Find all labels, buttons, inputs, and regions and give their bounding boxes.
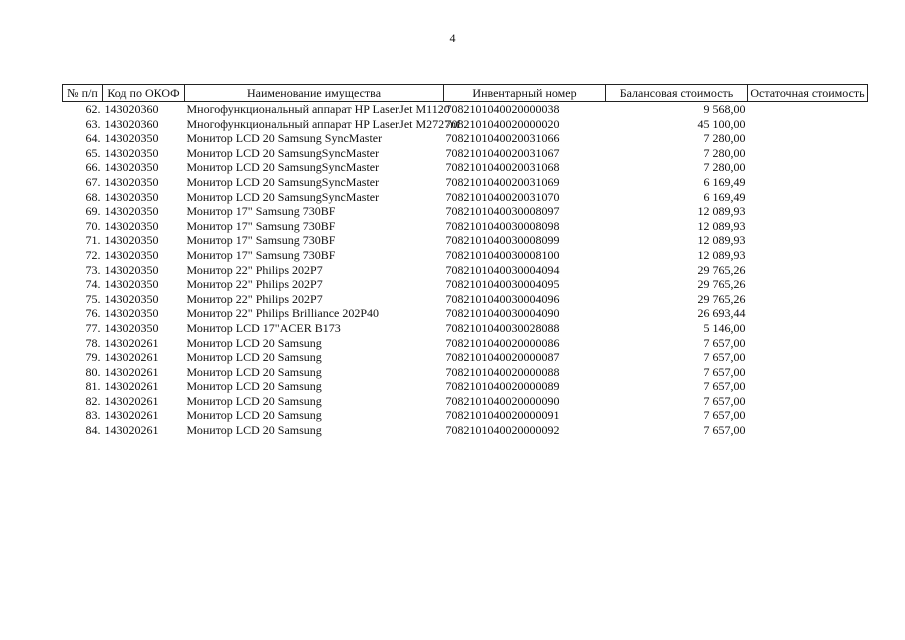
residual-value [748, 248, 868, 263]
balance-value: 7 657,00 [703, 393, 746, 408]
property-name: Монитор LCD 20 Samsung [186, 393, 322, 408]
balance-value: 29 765,26 [697, 291, 746, 306]
table-row [63, 321, 868, 336]
residual-value [748, 102, 868, 117]
row-number: 76. [85, 306, 101, 321]
balance-value: 7 657,00 [703, 364, 746, 379]
inventory-number: 7082101040020000090 [445, 393, 560, 408]
table-row [63, 423, 868, 438]
residual-value [748, 277, 868, 292]
inventory-number: 7082101040020031067 [445, 145, 560, 160]
row-number: 80. [85, 364, 101, 379]
okof-code: 143020350 [104, 131, 159, 146]
table-row [63, 204, 868, 219]
table-row [63, 146, 868, 161]
balance-value: 6 169,49 [703, 174, 746, 189]
table-row [63, 263, 868, 278]
table-row [63, 190, 868, 205]
property-name: Монитор 22" Philips 202P7 [186, 277, 323, 292]
balance-value: 29 765,26 [697, 262, 746, 277]
residual-value [748, 146, 868, 161]
balance-value: 7 657,00 [703, 350, 746, 365]
inventory-number: 7082101040020000089 [445, 379, 560, 394]
residual-value [748, 160, 868, 175]
inventory-number: 7082101040020031070 [445, 189, 560, 204]
residual-value [748, 204, 868, 219]
okof-code: 143020350 [104, 291, 159, 306]
okof-code: 143020360 [104, 116, 159, 131]
table-header [63, 85, 868, 102]
inventory-number: 7082101040030004095 [445, 277, 560, 292]
property-name: Монитор LCD 20 SamsungSyncMaster [186, 145, 380, 160]
okof-code: 143020261 [104, 364, 159, 379]
row-number: 62. [85, 102, 101, 116]
okof-code: 143020350 [104, 277, 159, 292]
inventory-number: 7082101040030004090 [445, 306, 560, 321]
inventory-number: 7082101040020000020 [445, 116, 560, 131]
header-num: № п/п [63, 85, 103, 102]
table-row [63, 248, 868, 263]
balance-value: 45 100,00 [697, 116, 746, 131]
residual-value [748, 350, 868, 365]
inventory-number: 7082101040020000091 [445, 408, 560, 423]
okof-code: 143020350 [104, 320, 159, 335]
property-name: Монитор LCD 20 SamsungSyncMaster [186, 174, 380, 189]
balance-value: 7 657,00 [703, 335, 746, 350]
table-row [63, 277, 868, 292]
okof-code: 143020350 [104, 174, 159, 189]
balance-value: 12 089,93 [697, 204, 746, 219]
inventory-number: 7082101040030004096 [445, 291, 560, 306]
inventory-number: 7082101040030008098 [445, 218, 560, 233]
row-number: 72. [85, 247, 101, 262]
property-name: Монитор LCD 20 SamsungSyncMaster [186, 160, 380, 175]
row-number: 74. [85, 277, 101, 292]
okof-code: 143020360 [104, 102, 159, 116]
table-row [63, 160, 868, 175]
row-number: 78. [85, 335, 101, 350]
row-number: 66. [85, 160, 101, 175]
residual-value [748, 379, 868, 394]
row-number: 69. [85, 204, 101, 219]
balance-value: 9 568,00 [703, 102, 746, 116]
header-balance-value: Балансовая стоимость [606, 85, 748, 102]
residual-value [748, 292, 868, 307]
okof-code: 143020350 [104, 306, 159, 321]
property-name: Монитор 22" Philips 202P7 [186, 291, 323, 306]
row-number: 70. [85, 218, 101, 233]
residual-value [748, 423, 868, 438]
balance-value: 7 280,00 [703, 145, 746, 160]
balance-value: 7 657,00 [703, 408, 746, 423]
residual-value [748, 306, 868, 321]
residual-value [748, 190, 868, 205]
header-inventory-number: Инвентарный номер [444, 85, 606, 102]
table-row [63, 306, 868, 321]
row-number: 71. [85, 233, 101, 248]
header-okof-code: Код по ОКОФ [103, 85, 185, 102]
inventory-number: 7082101040020000088 [445, 364, 560, 379]
property-name: Монитор LCD 20 Samsung [186, 364, 322, 379]
property-name: Монитор LCD 20 Samsung SyncMaster [186, 131, 383, 146]
table-row [63, 379, 868, 394]
residual-value [748, 408, 868, 423]
property-name: Монитор 17" Samsung 730BF [186, 233, 336, 248]
inventory-number: 7082101040030028088 [445, 320, 560, 335]
okof-code: 143020261 [104, 379, 159, 394]
inventory-number: 7082101040020000092 [445, 423, 560, 438]
okof-code: 143020350 [104, 204, 159, 219]
okof-code: 143020350 [104, 160, 159, 175]
balance-value: 7 657,00 [703, 423, 746, 438]
inventory-number: 7082101040030008099 [445, 233, 560, 248]
row-number: 81. [85, 379, 101, 394]
residual-value [748, 233, 868, 248]
header-residual-value: Остаточная стоимость [748, 85, 868, 102]
property-name: Монитор 17" Samsung 730BF [186, 218, 336, 233]
property-name: Монитор LCD 17"ACER B173 [186, 320, 341, 335]
header-property-name: Наименование имущества [185, 85, 444, 102]
inventory-number: 7082101040030004094 [445, 262, 560, 277]
property-name: Многофункциональный аппарат HP LaserJet M2727nf [186, 116, 461, 131]
table-row [63, 117, 868, 132]
okof-code: 143020350 [104, 247, 159, 262]
property-name: Монитор 17" Samsung 730BF [186, 247, 336, 262]
residual-value [748, 175, 868, 190]
inventory-number: 7082101040030008100 [445, 247, 560, 262]
row-number: 73. [85, 262, 101, 277]
inventory-number: 7082101040020031068 [445, 160, 560, 175]
inventory-number: 7082101040020031069 [445, 174, 560, 189]
inventory-number: 7082101040020000086 [445, 335, 560, 350]
table-row [63, 394, 868, 409]
table-row [63, 408, 868, 423]
balance-value: 7 280,00 [703, 131, 746, 146]
residual-value [748, 336, 868, 351]
balance-value: 7 657,00 [703, 379, 746, 394]
row-number: 77. [85, 320, 101, 335]
property-name: Монитор LCD 20 SamsungSyncMaster [186, 189, 380, 204]
table-row [63, 350, 868, 365]
residual-value [748, 394, 868, 409]
residual-value [748, 131, 868, 146]
property-name: Монитор 17" Samsung 730BF [186, 204, 336, 219]
okof-code: 143020261 [104, 423, 159, 438]
balance-value: 12 089,93 [697, 218, 746, 233]
property-name: Монитор 22" Philips Brilliance 202P40 [186, 306, 380, 321]
okof-code: 143020350 [104, 145, 159, 160]
okof-code: 143020350 [104, 189, 159, 204]
property-name: Монитор LCD 20 Samsung [186, 408, 322, 423]
balance-value: 12 089,93 [697, 247, 746, 262]
row-number: 84. [85, 423, 101, 438]
balance-value: 29 765,26 [697, 277, 746, 292]
okof-code: 143020261 [104, 408, 159, 423]
property-name: Монитор LCD 20 Samsung [186, 350, 322, 365]
property-name: Монитор LCD 20 Samsung [186, 379, 322, 394]
table-row [63, 175, 868, 190]
balance-value: 12 089,93 [697, 233, 746, 248]
okof-code: 143020350 [104, 233, 159, 248]
balance-value: 5 146,00 [703, 320, 746, 335]
okof-code: 143020350 [104, 218, 159, 233]
table-row [63, 292, 868, 307]
inventory-number: 7082101040030008097 [445, 204, 560, 219]
okof-code: 143020350 [104, 262, 159, 277]
row-number: 68. [85, 189, 101, 204]
table-row [63, 336, 868, 351]
residual-value [748, 365, 868, 380]
row-number: 83. [85, 408, 101, 423]
row-number: 79. [85, 350, 101, 365]
property-name: Монитор 22" Philips 202P7 [186, 262, 323, 277]
table-row [63, 102, 868, 117]
table-body [63, 102, 868, 438]
row-number: 82. [85, 393, 101, 408]
residual-value [748, 321, 868, 336]
balance-value: 7 280,00 [703, 160, 746, 175]
property-name: Монитор LCD 20 Samsung [186, 335, 322, 350]
inventory-number: 7082101040020000087 [445, 350, 560, 365]
row-number: 75. [85, 291, 101, 306]
okof-code: 143020261 [104, 335, 159, 350]
balance-value: 6 169,49 [703, 189, 746, 204]
page-number: 4 [449, 31, 456, 45]
inventory-table [62, 84, 868, 438]
table-row [63, 233, 868, 248]
row-number: 64. [85, 131, 101, 146]
property-name: Монитор LCD 20 Samsung [186, 423, 322, 438]
table-row [63, 365, 868, 380]
row-number: 67. [85, 174, 101, 189]
row-number: 63. [85, 116, 101, 131]
table-row [63, 131, 868, 146]
row-number: 65. [85, 145, 101, 160]
residual-value [748, 263, 868, 278]
table-row [63, 219, 868, 234]
inventory-number: 7082101040020000038 [445, 102, 560, 116]
residual-value [748, 117, 868, 132]
okof-code: 143020261 [104, 393, 159, 408]
balance-value: 26 693,44 [697, 306, 746, 321]
property-name: Многофункциональный аппарат HP LaserJet M1120 [186, 102, 450, 116]
okof-code: 143020261 [104, 350, 159, 365]
inventory-number: 7082101040020031066 [445, 131, 560, 146]
residual-value [748, 219, 868, 234]
